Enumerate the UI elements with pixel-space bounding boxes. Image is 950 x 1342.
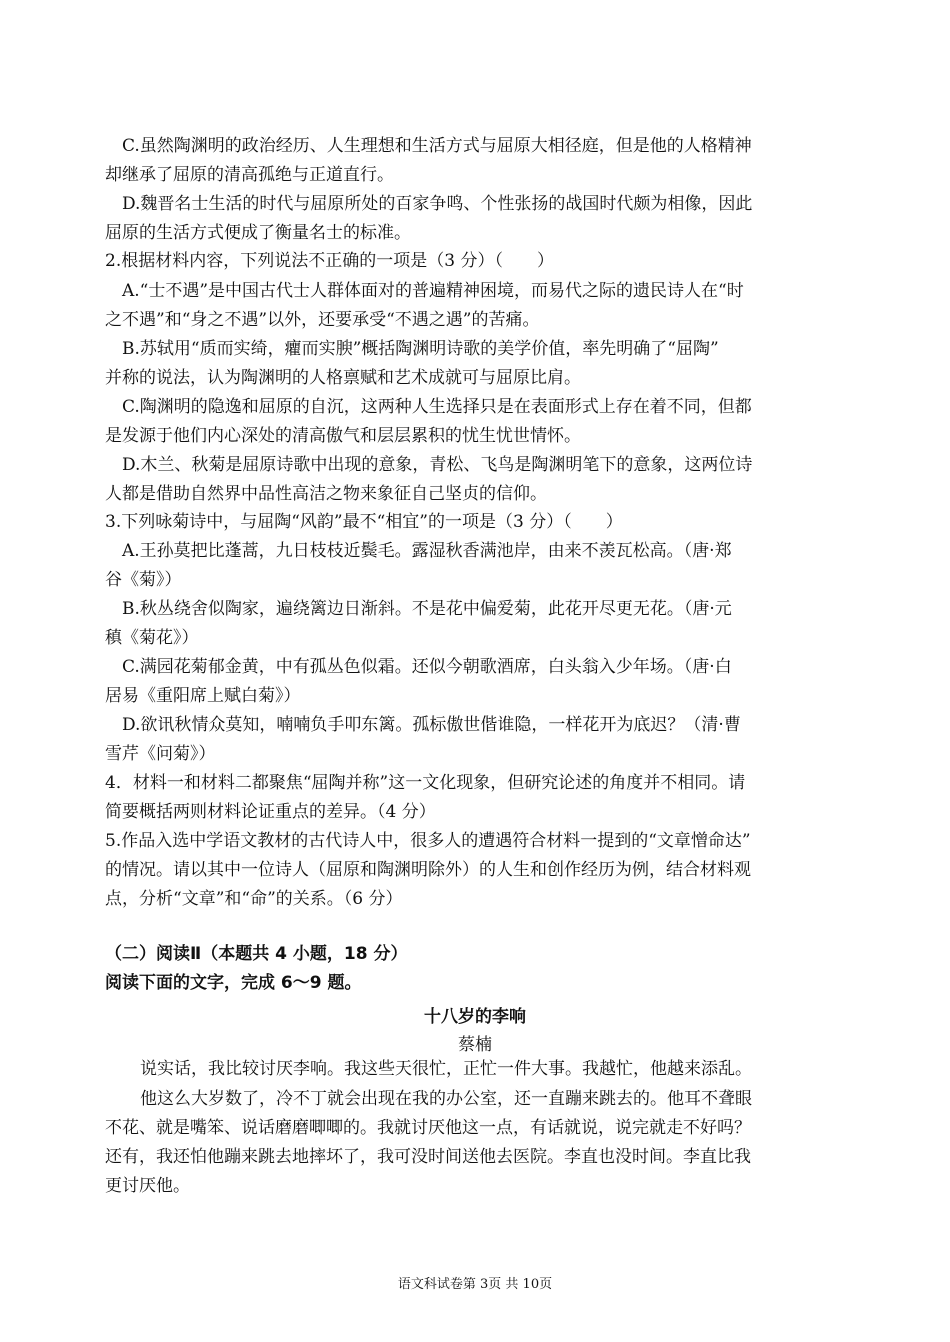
question-5-line-3: 点，分析“文章”和“命”的关系。（6 分）	[105, 889, 403, 909]
q3-option-c-line-2: 居易《重阳席上赋白菊》）	[105, 686, 301, 706]
question-5-line-1: 5.作品入选中学语文教材的古代诗人中，很多人的遭遇符合材料一提到的“文章憎命达”	[105, 831, 751, 851]
q2-option-c-line-1: C.陶渊明的隐逸和屈原的自沉，这两种人生选择只是在表面形式上存在着不同，但都	[122, 397, 752, 417]
option-c-line-1: C.虽然陶渊明的政治经历、人生理想和生活方式与屈原大相径庭，但是他的人格精神	[122, 136, 752, 156]
story-paragraph-2-line-3: 还有，我还怕他蹦来跳去地摔坏了，我可没时间送他去医院。李直也没时间。李直比我	[105, 1147, 751, 1167]
q3-option-a-line-2: 谷《菊》）	[105, 570, 182, 590]
q3-option-c-line-1: C.满园花菊郁金黄，中有孤丛色似霜。还似今朝歌酒席，白头翁入少年场。（唐·白	[122, 657, 732, 677]
question-2: 2.根据材料内容，下列说法不正确的一项是（3 分）（ ）	[105, 251, 554, 271]
story-title: 十八岁的李响	[424, 1007, 526, 1027]
q3-option-a-line-1: A.王孙莫把比蓬蒿，九日枝枝近鬓毛。露湿秋香满池岸，由来不羡瓦松高。（唐·郑	[122, 541, 732, 561]
story-author: 蔡楠	[458, 1035, 492, 1055]
q3-option-b-line-1: B.秋丛绕舍似陶家，遍绕篱边日渐斜。不是花中偏爱菊，此花开尽更无花。（唐·元	[122, 599, 732, 619]
question-5-line-2: 的情况。请以其中一位诗人（屈原和陶渊明除外）的人生和创作经历为例，结合材料观	[105, 860, 751, 880]
question-4-line-1: 4．材料一和材料二都聚焦“屈陶并称”这一文化现象，但研究论述的角度并不相同。请	[105, 773, 746, 793]
q2-option-a-line-2: 之不遇”和“身之不遇”以外，还要承受“不遇之遇”的苦痛。	[105, 310, 540, 330]
q2-option-c-line-2: 是发源于他们内心深处的清高傲气和层层累积的忧生忧世情怀。	[105, 426, 581, 446]
section-heading: （二）阅读Ⅱ（本题共 4 小题，18 分）	[105, 944, 408, 964]
q2-option-d-line-2: 人都是借助自然界中品性高洁之物来象征自己坚贞的信仰。	[105, 484, 547, 504]
q3-option-b-line-2: 稹《菊花》）	[105, 628, 199, 648]
page-footer: 语文科试卷第 3页 共 10页	[397, 1277, 553, 1292]
story-paragraph-2-line-4: 更讨厌他。	[105, 1176, 190, 1196]
q2-option-d-line-1: D.木兰、秋菊是屈原诗歌中出现的意象，青松、飞鸟是陶渊明笔下的意象，这两位诗	[122, 455, 753, 475]
q3-option-d-line-2: 雪芹《问菊》）	[105, 744, 216, 764]
story-paragraph-1: 说实话，我比较讨厌李响。我这些天很忙，正忙一件大事。我越忙，他越来添乱。	[140, 1059, 752, 1079]
question-3: 3.下列咏菊诗中，与屈陶“风韵”最不“相宜”的一项是（3 分）（ ）	[105, 512, 623, 532]
q2-option-b-line-1: B.苏轼用“质而实绮，癯而实腴”概括陶渊明诗歌的美学价值，率先明确了“屈陶”	[122, 339, 719, 359]
story-paragraph-2-line-1: 他这么大岁数了，冷不丁就会出现在我的办公室，还一直蹦来跳去的。他耳不聋眼	[140, 1089, 752, 1109]
q2-option-b-line-2: 并称的说法，认为陶渊明的人格禀赋和艺术成就可与屈原比肩。	[105, 368, 581, 388]
q2-option-a-line-1: A.“士不遇”是中国古代士人群体面对的普遍精神困境，而易代之际的遗民诗人在“时	[122, 281, 744, 301]
question-4-line-2: 简要概括两则材料论证重点的差异。（4 分）	[105, 802, 436, 822]
story-paragraph-2-line-2: 不花、就是嘴笨、说话磨磨唧唧的。我就讨厌他这一点，有话就说，说完就走不好吗？	[105, 1118, 751, 1138]
section-instruction: 阅读下面的文字，完成 6～9 题。	[105, 973, 362, 993]
q3-option-d-line-1: D.欲讯秋情众莫知，喃喃负手叩东篱。孤标傲世偕谁隐，一样花开为底迟？（清·曹	[122, 715, 741, 735]
option-d-line-2: 屈原的生活方式便成了衡量名士的标准。	[105, 223, 411, 243]
option-d-line-1: D.魏晋名士生活的时代与屈原所处的百家争鸣、个性张扬的战国时代颇为相像，因此	[122, 194, 753, 214]
option-c-line-2: 却继承了屈原的清高孤绝与正道直行。	[105, 165, 394, 185]
